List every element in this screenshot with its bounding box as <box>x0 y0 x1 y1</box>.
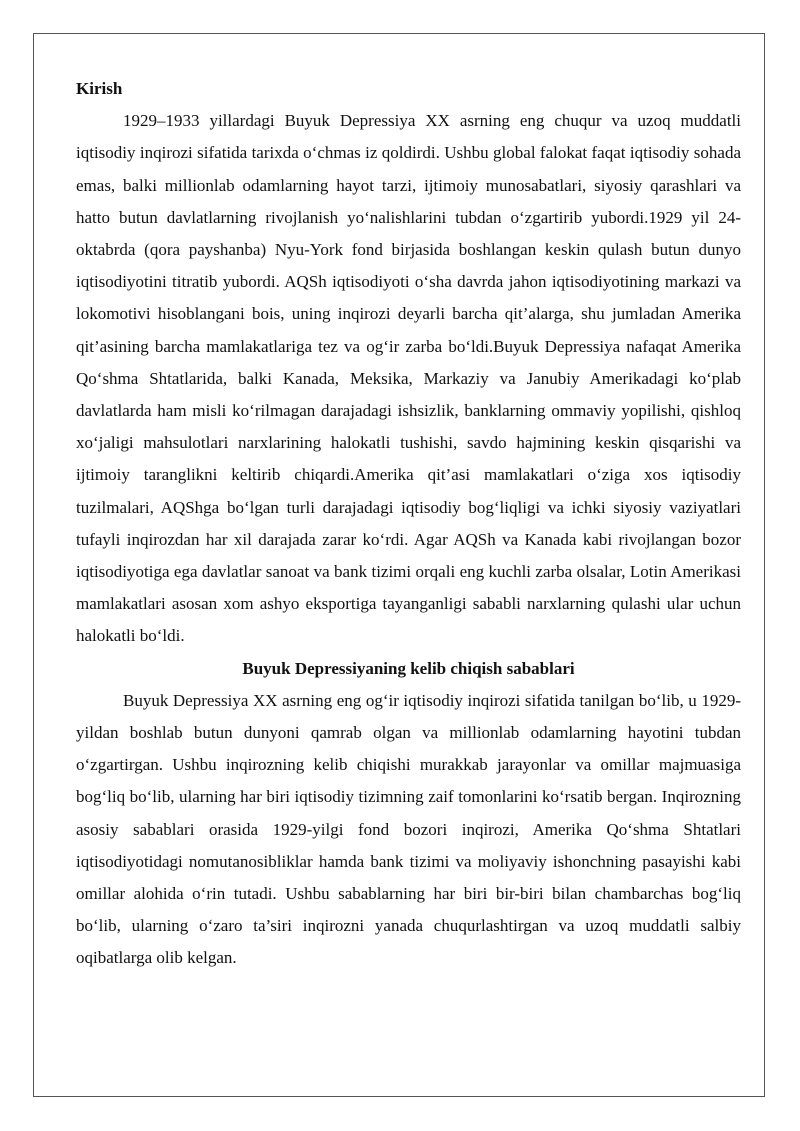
intro-paragraph: 1929–1933 yillardagi Buyuk Depressiya XX asrning eng chuqur va uzoq muddatli iqtisodiy inqirozi sifatida tarixda o‘chmas iz qoldirdi. Ushbu global falokat faqat iqtisodiy sohada emas, balki millionlab odamlarning hayot tarzi, ijtimoiy munosabatlari, siyosiy qarashlari va hatto butun davlatlarning rivojlanish yo‘nalishlarini tubdan o‘zgartirib yubordi.1929 yil 24-oktabrda (qora payshanba) Nyu-York fond birjasida boshlangan keskin qulash butun dunyo iqtisodiyotini titratib yubordi. AQSh iqtisodiyoti o‘sha davrda jahon iqtisodiyotining markazi va lokomotivi hisoblangani bois, uning inqirozi deyarli barcha qit’alarga, shu jumladan Amerika qit’asining barcha mamlakatlariga tez va og‘ir zarba bo‘ldi.Buyuk Depressiya nafaqat Amerika Qo‘shma Shtatlarida, balki Kanada, Meksika, Markaziy va Janubiy Amerikadagi ko‘plab davlatlarda ham misli ko‘rilmagan darajadagi ishsizlik, banklarning ommaviy yopilishi, qishloq xo‘jaligi mahsulotlari narxlarining halokatli tushishi, savdo hajmining keskin qisqarishi va ijtimoiy taranglikni keltirib chiqardi.Amerika qit’asi mamlakatlari o‘ziga xos iqtisodiy tuzilmalari, AQShga bo‘lgan turli darajadagi iqtisodiy bog‘liqligi va ichki siyosiy vaziyatlari tufayli inqirozdan har xil darajada zarar ko‘rdi. Agar AQSh va Kanada kabi rivojlangan bozor iqtisodiyotiga ega davlatlar sanoat va bank tizimi orqali eng kuchli zarba olsalar, Lotin Amerikasi mamlakatlari asosan xom ashyo eksportiga tayanganligi sababli narxlarning qulashi ular uchun halokatli bo‘ldi. <box>76 111 741 646</box>
section-paragraph: Buyuk Depressiya XX asrning eng og‘ir iqtisodiy inqirozi sifatida tanilgan bo‘lib, u 1929-yildan boshlab butun dunyoni qamrab olgan va millionlab odamlarning hayotini tubdan o‘zgartirgan. Ushbu inqirozning kelib chiqishi murakkab jarayonlar va omillar majmuasiga bog‘liq bo‘lib, ularning har biri iqtisodiy tizimning zaif tomonlarini ko‘rsatib bergan. Inqirozning asosiy sabablari orasida 1929-yilgi fond bozori inqirozi, Amerika Qo‘shma Shtatlari iqtisodiyotidagi nomutanosibliklar hamda bank tizimi va moliyaviy ishonchning pasayishi kabi omillar alohida o‘rin tutadi. Ushbu sabablarning har biri bir-biri bilan chambarchas bog‘liq bo‘lib, ularning o‘zaro ta’siri inqirozni yanada chuqurlashtirgan va uzoq muddatli salbiy oqibatlarga olib kelgan. <box>76 690 741 968</box>
section-heading: Buyuk Depressiyaning kelib chiqish sabablari <box>242 658 575 678</box>
document-body <box>76 73 741 975</box>
intro-heading: Kirish <box>76 79 123 98</box>
